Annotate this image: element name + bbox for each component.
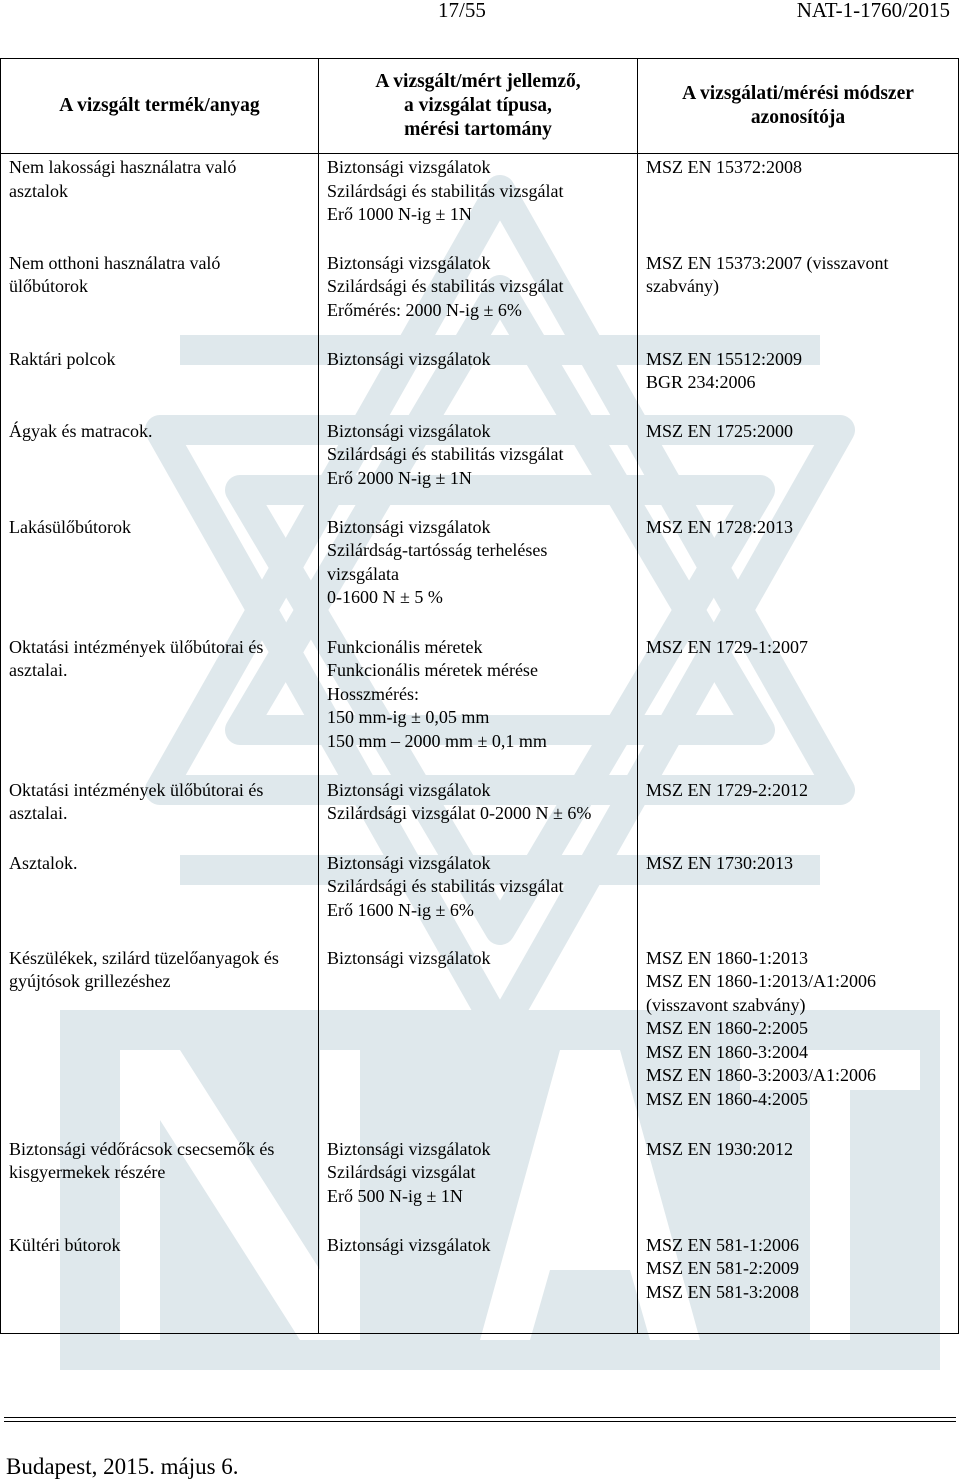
column-header-method [638, 59, 959, 154]
table-row [1, 346, 959, 418]
product-cell [1, 418, 319, 514]
characteristic-cell-line: vizsgálata [327, 563, 399, 584]
characteristic-cell [319, 777, 638, 850]
characteristic-cell-line: Erő 2000 N-ig ± 1N [327, 467, 472, 488]
method-cell-line: (visszavont szabvány) [646, 994, 806, 1015]
characteristic-cell-line: Biztonsági vizsgálatok [327, 252, 491, 273]
method-cell-line: MSZ EN 1860-1:2013 [646, 947, 808, 968]
table-row [1, 418, 959, 514]
characteristic-cell-line: Funkcionális méretek mérése [327, 660, 538, 680]
characteristic-cell-line: Funkcionális méretek [327, 636, 483, 657]
characteristic-cell-line: Biztonsági vizsgálatok [327, 1138, 491, 1159]
characteristic-cell-line: Szilárdsági és stabilitás vizsgálat [327, 180, 564, 201]
product-cell-line: Nem otthoni használatra való [9, 252, 221, 273]
product-cell-line: asztalok [9, 180, 68, 201]
footer-place-date: Budapest, 2015. május 6. [6, 1454, 239, 1479]
method-cell [638, 945, 959, 1136]
characteristic-cell-line: Erőmérés: 2000 N-ig ± 6% [327, 299, 522, 320]
characteristic-cell-line: Szilárdsági vizsgálat 0-2000 N ± 6% [327, 803, 592, 823]
product-cell [1, 777, 319, 850]
table-row [1, 777, 959, 850]
product-cell-line: kisgyermekek részére [9, 1162, 166, 1182]
document-id: NAT-1-1760/2015 [796, 0, 950, 22]
characteristic-cell-line: Szilárdsági és stabilitás vizsgálat [327, 444, 564, 464]
characteristic-cell-line: Biztonsági vizsgálatok [327, 420, 491, 441]
method-cell-line: MSZ EN 581-2:2009 [646, 1258, 799, 1278]
characteristic-cell-line: Biztonsági vizsgálatok [327, 348, 491, 369]
method-cell-line: MSZ EN 1860-4:2005 [646, 1088, 808, 1109]
characteristic-cell [319, 154, 638, 250]
method-cell-line: BGR 234:2006 [646, 372, 756, 392]
table-body [1, 154, 959, 1334]
method-cell-line: MSZ EN 1860-3:2004 [646, 1041, 808, 1062]
product-cell-line: Ágyak és matracok. [9, 420, 153, 441]
product-cell [1, 154, 319, 250]
method-cell [638, 1136, 959, 1232]
method-cell [638, 346, 959, 418]
product-cell [1, 634, 319, 777]
product-cell [1, 346, 319, 418]
characteristic-cell [319, 250, 638, 346]
column-header-line: A vizsgált termék/anyag [59, 95, 260, 116]
characteristic-cell [319, 1232, 638, 1334]
footer-rule-bottom [4, 1421, 956, 1422]
characteristic-cell-line: Szilárdság-tartósság terheléses [327, 540, 548, 560]
method-cell [638, 1232, 959, 1334]
product-cell-line: Oktatási intézmények ülőbútorai és [9, 779, 264, 800]
page-number: 17/55 [438, 0, 486, 22]
column-header-characteristic [319, 59, 638, 154]
characteristic-cell-line: 150 mm – 2000 mm ± 0,1 mm [327, 730, 547, 751]
page-header [0, 0, 960, 30]
method-cell-line: MSZ EN 1860-3:2003/A1:2006 [646, 1065, 877, 1085]
table-row [1, 634, 959, 777]
method-cell [638, 850, 959, 945]
method-cell-line: MSZ EN 1728:2013 [646, 516, 794, 537]
characteristic-cell-line: Szilárdsági vizsgálat [327, 1162, 476, 1182]
method-cell [638, 634, 959, 777]
characteristic-cell-line: Biztonsági vizsgálatok [327, 779, 491, 800]
accreditation-scope-table [0, 58, 959, 1334]
characteristic-cell-line: Szilárdsági és stabilitás vizsgálat [327, 276, 564, 296]
product-cell-line: asztalai. [9, 803, 68, 823]
method-cell-line: szabvány) [646, 276, 719, 296]
method-cell-line: MSZ EN 581-3:2008 [646, 1281, 799, 1302]
table-row [1, 250, 959, 346]
product-cell-line: Lakásülőbútorok [9, 516, 131, 537]
characteristic-cell-line: 0-1600 N ± 5 % [327, 587, 443, 607]
method-cell-line: MSZ EN 1725:2000 [646, 420, 794, 441]
characteristic-cell-line: Erő 1600 N-ig ± 6% [327, 899, 474, 920]
method-cell-line: MSZ EN 15512:2009 [646, 348, 803, 369]
table-row [1, 945, 959, 1136]
characteristic-cell [319, 346, 638, 418]
method-cell-line: MSZ EN 15372:2008 [646, 157, 803, 177]
method-cell-line: MSZ EN 581-1:2006 [646, 1234, 799, 1255]
column-header-line: A vizsgálati/mérési módszer [682, 83, 914, 104]
product-cell [1, 945, 319, 1136]
characteristic-cell [319, 945, 638, 1136]
method-cell [638, 514, 959, 634]
product-cell-line: Készülékek, szilárd tüzelőanyagok és [9, 947, 279, 968]
characteristic-cell-line: Biztonsági vizsgálatok [327, 947, 491, 968]
method-cell-line: MSZ EN 1860-2:2005 [646, 1018, 808, 1038]
product-cell [1, 250, 319, 346]
product-cell-line: Oktatási intézmények ülőbútorai és [9, 636, 264, 657]
method-cell [638, 154, 959, 250]
characteristic-cell-line: Biztonsági vizsgálatok [327, 516, 491, 537]
characteristic-cell [319, 634, 638, 777]
product-cell-line: Asztalok. [9, 852, 78, 873]
characteristic-cell-line: Szilárdsági és stabilitás vizsgálat [327, 876, 564, 896]
characteristic-cell-line: Biztonsági vizsgálatok [327, 1234, 491, 1255]
characteristic-cell-line: Erő 1000 N-ig ± 1N [327, 204, 472, 224]
method-cell-line: MSZ EN 1860-1:2013/A1:2006 [646, 971, 877, 991]
method-cell-line: MSZ EN 1730:2013 [646, 852, 794, 873]
method-cell [638, 777, 959, 850]
product-cell-line: Kültéri bútorok [9, 1234, 121, 1255]
characteristic-cell [319, 1136, 638, 1232]
product-cell-line: Nem lakossági használatra való [9, 157, 237, 177]
product-cell [1, 850, 319, 945]
product-cell [1, 514, 319, 634]
table-header-row [1, 59, 959, 154]
product-cell-line: gyújtósok grillezéshez [9, 971, 171, 991]
table-row [1, 1136, 959, 1232]
characteristic-cell [319, 418, 638, 514]
characteristic-cell-line: Hosszmérés: [327, 683, 419, 704]
characteristic-cell-line: Biztonsági vizsgálatok [327, 852, 491, 873]
method-cell-line: MSZ EN 1729-1:2007 [646, 636, 808, 657]
column-header-product [1, 59, 319, 154]
method-cell-line: MSZ EN 1729-2:2012 [646, 779, 808, 800]
table-row [1, 850, 959, 945]
method-cell-line: MSZ EN 15373:2007 (visszavont [646, 252, 889, 273]
characteristic-cell-line: Erő 500 N-ig ± 1N [327, 1185, 463, 1206]
column-header-line: azonosítója [750, 107, 846, 128]
method-cell-line: MSZ EN 1930:2012 [646, 1138, 794, 1159]
characteristic-cell [319, 514, 638, 634]
characteristic-cell-line: Biztonsági vizsgálatok [327, 157, 491, 177]
product-cell-line: Biztonsági védőrácsok csecsemők és [9, 1138, 275, 1159]
product-cell-line: asztalai. [9, 660, 68, 680]
characteristic-cell-line: 150 mm-ig ± 0,05 mm [327, 707, 490, 727]
footer-rule-top [4, 1417, 956, 1418]
table-row [1, 1232, 959, 1334]
table-row [1, 514, 959, 634]
column-header-line: mérési tartomány [404, 119, 552, 140]
column-header-line: a vizsgálat típusa, [404, 95, 552, 116]
product-cell-line: Raktári polcok [9, 348, 116, 369]
method-cell [638, 418, 959, 514]
product-cell [1, 1136, 319, 1232]
product-cell-line: ülőbútorok [9, 276, 88, 296]
characteristic-cell [319, 850, 638, 945]
table-row [1, 154, 959, 250]
product-cell [1, 1232, 319, 1334]
method-cell [638, 250, 959, 346]
column-header-line: A vizsgált/mért jellemző, [375, 71, 581, 92]
